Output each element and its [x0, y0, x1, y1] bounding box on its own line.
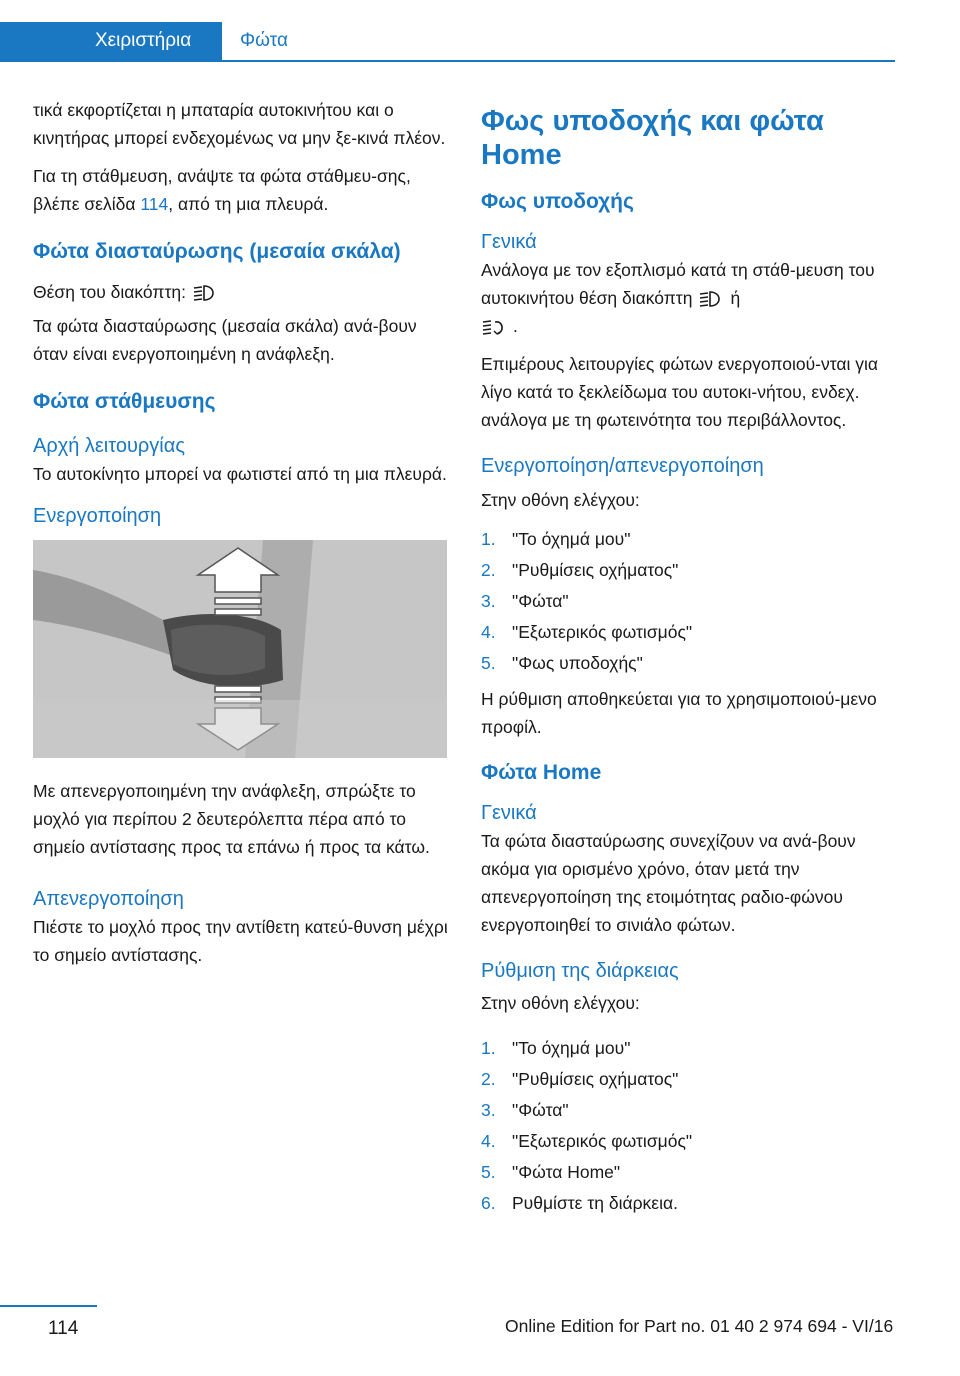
- list-item: [481, 1157, 899, 1188]
- paragraph-battery: τικά εκφορτίζεται η μπαταρία αυτοκινήτου και ο κινητήρας μπορεί ενδεχομένως να μην ξε-κινά πλέον.: [33, 100, 446, 148]
- list-item: [481, 648, 899, 679]
- step-number: 4.: [481, 622, 496, 642]
- step-text: Ρυθμίστε τη διάρκεια.: [512, 1193, 678, 1213]
- step-text: "Εξωτερικός φωτισμός": [512, 622, 693, 642]
- paragraph-side-lights: Τα φώτα διασταύρωσης (μεσαία σκάλα) ανά-βουν όταν είναι ενεργοποιημένη η ανάφλεξη.: [33, 316, 417, 364]
- paragraph-deactivation: Πιέστε το μοχλό προς την αντίθετη κατεύ-θυνση μέχρι το σημείο αντίστασης.: [33, 917, 448, 965]
- stalk-illustration: [33, 540, 447, 758]
- step-number: 4.: [481, 1131, 496, 1151]
- step-number: 3.: [481, 591, 496, 611]
- step-number: 5.: [481, 653, 496, 673]
- step-text: "Εξωτερικός φωτισμός": [512, 1131, 693, 1151]
- heading-general-1: Γενικά: [481, 231, 537, 253]
- paragraph-general-1b: Επιμέρους λειτουργίες φώτων ενεργοποιού-νται για λίγο κατά το ξεκλείδωμα του αυτοκι-νήτου, ενδεχ. ανάλογα με τη φωτεινότητα του περιβάλλοντος.: [481, 354, 879, 430]
- heading-general-2: Γενικά: [481, 802, 537, 824]
- paragraph-saved: Η ρύθμιση αποθηκεύεται για το χρησιμοποιού-μενο προφίλ.: [481, 689, 877, 737]
- step-text: "Ρυθμίσεις οχήματος": [512, 560, 679, 580]
- tab-controls[interactable]: [0, 22, 222, 60]
- list-item: [481, 555, 899, 586]
- page-header: [0, 0, 960, 62]
- step-text: "Φώτα": [512, 1100, 569, 1120]
- heading-welcome-home: Φως υποδοχής και φώτα Home: [481, 105, 824, 171]
- paragraph-principle: Το αυτοκίνητο μπορεί να φωτιστεί από τη μια πλευρά.: [33, 464, 447, 484]
- switch-position-label: Θέση του διακόπτη:: [33, 282, 186, 302]
- switch-position-line: [33, 278, 451, 306]
- edition-note: Online Edition for Part no. 01 40 2 974 694 - VI/16: [505, 1316, 894, 1336]
- heading-duration: Ρύθμιση της διάρκειας: [481, 960, 679, 982]
- low-beam-icon: [698, 289, 724, 309]
- general-1a-text: Ανάλογα με τον εξοπλισμό κατά τη στάθ-μευση του αυτοκινήτου θέση διακόπτη: [481, 260, 875, 308]
- list-item: [481, 1095, 899, 1126]
- step-number: 2.: [481, 560, 496, 580]
- heading-side-lights: Φώτα διασταύρωσης (μεσαία σκάλα): [33, 240, 401, 263]
- heading-home-lights: Φώτα Home: [481, 761, 602, 784]
- step-text: "Φώτα Home": [512, 1162, 621, 1182]
- auto-headlight-icon: [481, 317, 507, 337]
- paragraph-general-2: Τα φώτα διασταύρωσης συνεχίζουν να ανά-βουν ακόμα για ορισμένο χρόνο, όταν μετά την απενεργοποίηση της ετοιμότητας ραδιο-φώνου ενεργοποιηθεί το σινιάλο φώτων.: [481, 831, 856, 935]
- right-column: [481, 96, 899, 1225]
- list-item: [481, 586, 899, 617]
- list-item: [481, 1033, 899, 1064]
- list-item: [481, 617, 899, 648]
- paragraph-activation: Με απενεργοποιημένη την ανάφλεξη, σπρώξτε το μοχλό για περίπου 2 δευτερόλεπτα πέρα από το σημείο αντίστασης προς τα επάνω ή προς τα κάτω.: [33, 781, 430, 857]
- paragraph-screen-2: Στην οθόνη ελέγχου:: [481, 993, 640, 1013]
- parking-ref-tail: , από τη μια πλευρά.: [168, 194, 329, 214]
- page-link-114[interactable]: 114: [140, 194, 169, 214]
- general-1a-end: .: [513, 316, 518, 336]
- general-1a-or: ή: [730, 288, 741, 308]
- page-number: 114: [48, 1318, 79, 1339]
- list-item: [481, 1188, 899, 1219]
- heading-deactivation: Απενεργοποίηση: [33, 888, 184, 910]
- step-text: "Φώτα": [512, 591, 569, 611]
- step-number: 2.: [481, 1069, 496, 1089]
- step-text: "Φως υποδοχής": [512, 653, 643, 673]
- tab-controls-label: Χειριστήρια: [95, 30, 192, 51]
- heading-parking-lights: Φώτα στάθμευσης: [33, 390, 216, 413]
- list-item: [481, 1064, 899, 1095]
- step-number: 5.: [481, 1162, 496, 1182]
- header-divider: [0, 60, 895, 62]
- tab-lights[interactable]: Φώτα: [240, 30, 288, 51]
- step-text: "Το όχημά μου": [512, 529, 631, 549]
- heading-on-off: Ενεργοποίηση/απενεργοποίηση: [481, 455, 764, 477]
- paragraph-parking-ref: [33, 162, 451, 218]
- step-number: 1.: [481, 1038, 496, 1058]
- steps-welcome-light: [481, 524, 899, 679]
- heading-activation: Ενεργοποίηση: [33, 505, 162, 527]
- steps-home-lights: [481, 1033, 899, 1219]
- step-text: "Το όχημά μου": [512, 1038, 631, 1058]
- footer-divider: [0, 1305, 97, 1307]
- heading-principle: Αρχή λειτουργίας: [33, 435, 185, 457]
- step-number: 6.: [481, 1193, 496, 1213]
- step-number: 1.: [481, 529, 496, 549]
- paragraph-screen-1: Στην οθόνη ελέγχου:: [481, 490, 640, 510]
- step-number: 3.: [481, 1100, 496, 1120]
- heading-welcome-light: Φως υποδοχής: [481, 190, 634, 213]
- left-column: [33, 96, 451, 979]
- list-item: [481, 1126, 899, 1157]
- paragraph-general-1a: [481, 256, 899, 340]
- low-beam-icon: [192, 283, 218, 303]
- list-item: [481, 524, 899, 555]
- parking-ref-text: Για τη στάθμευση, ανάψτε τα φώτα στάθμευ-σης, βλέπε σελίδα: [33, 166, 411, 214]
- step-text: "Ρυθμίσεις οχήματος": [512, 1069, 679, 1089]
